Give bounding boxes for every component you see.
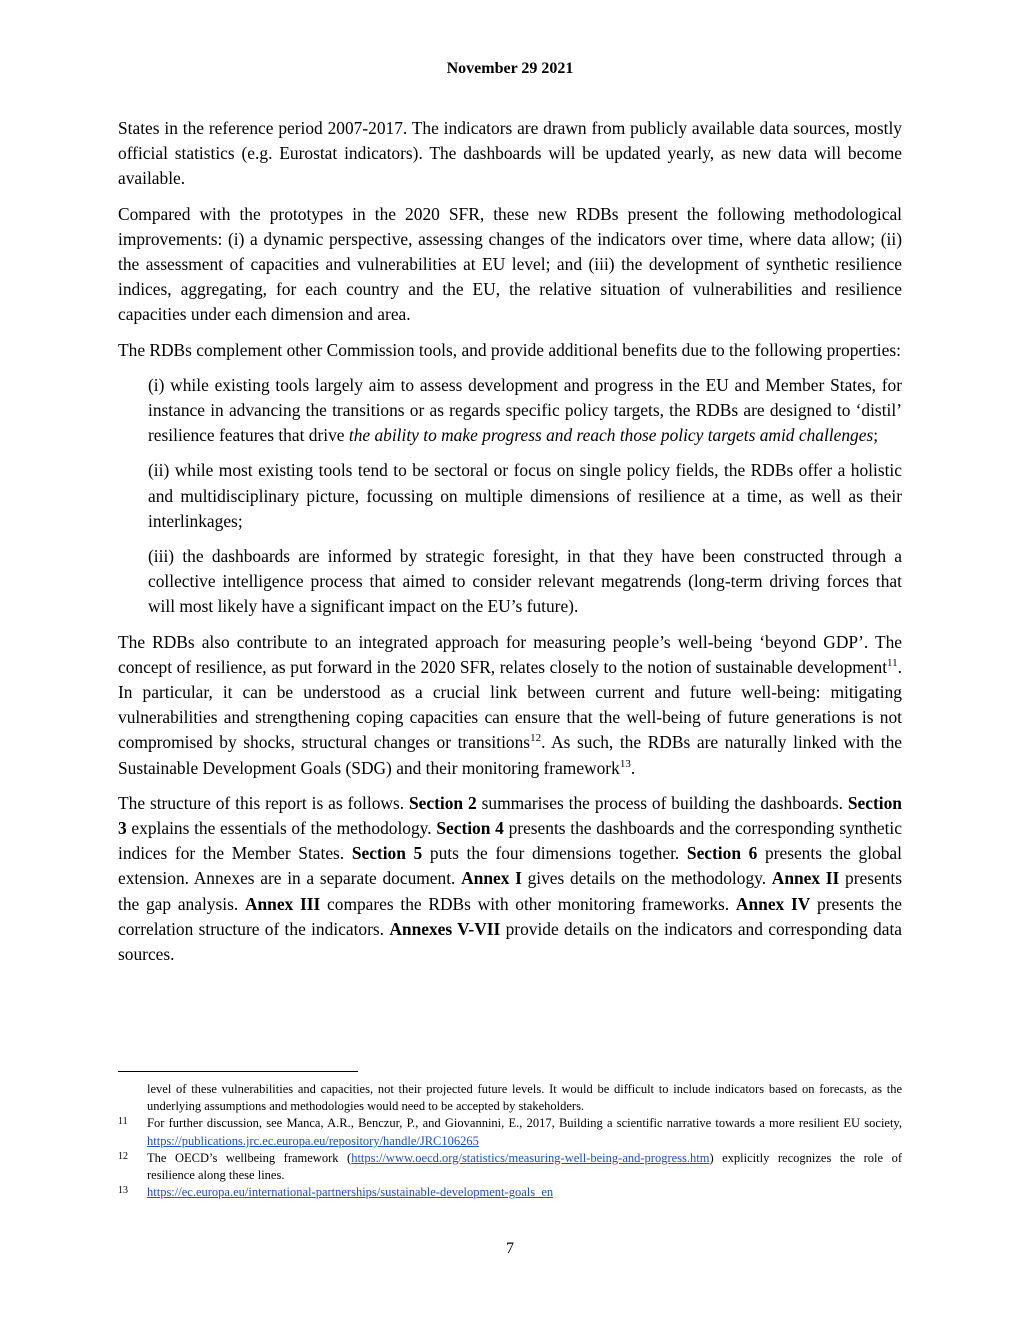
paragraph-text: compares the RDBs with other monitoring frameworks.	[320, 893, 736, 914]
paragraph-text: summarises the process of building the dashboards.	[476, 792, 848, 813]
paragraph-text: . In particular, it can be understood as a crucial link between current and future well-being: mitigating vulnerabilities and strengthening coping capacities can ensure that the well-being of future generations is not compromised by shocks, structural changes or transitions	[118, 656, 902, 753]
paragraph-text: explains the essentials of the methodology.	[126, 818, 437, 839]
footnote-text: The OECD’s wellbeing framework (	[147, 1150, 352, 1165]
footnote-text: For further discussion, see Manca, A.R., Benczur, P., and Giovannini, E., 2017, Building a scientific narrative towards a more resilient EU society,	[147, 1116, 902, 1131]
footnote-12	[118, 1150, 902, 1184]
footnote-link[interactable]: https://www.oecd.org/statistics/measuring-well-being-and-progress.htm	[351, 1150, 710, 1165]
paragraph: States in the reference period 2007-2017. The indicators are drawn from publicly available data sources, mostly official statistics (e.g. Eurostat indicators). The dashboards will be updated yearly, as new data will become available.	[118, 118, 902, 189]
list-item: (iii) the dashboards are informed by strategic foresight, in that they have been constructed through a collective intelligence process that aimed to consider relevant megatrends (long-term driving forces that will most likely have a significant impact on the EU’s future).	[148, 546, 902, 617]
footnote-number: 13	[118, 1185, 128, 1197]
bold-text: Annex IV	[735, 893, 811, 914]
footnotes	[118, 1081, 902, 1201]
paragraph-text: .	[630, 757, 636, 778]
footnote-text: ) explicitly recognizes the role of resilience along these lines.	[147, 1150, 902, 1183]
paragraph-text: presents the dashboards and the corresponding synthetic indices for the Member States.	[118, 818, 902, 864]
paragraph	[118, 630, 902, 781]
footnote-link[interactable]: https://publications.jrc.ec.europa.eu/repository/handle/JRC106265	[147, 1133, 479, 1148]
list-item-text: ;	[873, 425, 879, 446]
paragraph: Compared with the prototypes in the 2020 SFR, these new RDBs present the following methodological improvements: (i) a dynamic perspective, assessing changes of the indicators over time, where data allow; (ii) the assessment of capacities and vulnerabilities at EU level; and (iii) the development of synthetic resilience indices, aggregating, for each country and the EU, the relative situation of vulnerabilities and resilience capacities under each dimension and area.	[118, 203, 902, 325]
paragraph-text: gives details on the methodology.	[521, 868, 772, 889]
footnote-ref[interactable]: 11	[887, 657, 898, 670]
bold-text: Section 2	[408, 792, 477, 813]
footnote-ref[interactable]: 13	[619, 757, 631, 770]
bold-text: Section 5	[351, 843, 423, 864]
footnote-ref[interactable]: 12	[530, 732, 542, 745]
bold-text: Annex III	[244, 893, 321, 914]
paragraph-text: presents the correlation structure of the indicators.	[118, 893, 903, 939]
footnote-11	[118, 1115, 902, 1149]
footnote-13	[118, 1184, 902, 1201]
page-header-date: November 29 2021	[446, 60, 574, 77]
bold-text: Annex I	[461, 868, 522, 889]
list-item-text: (i) while existing tools largely aim to assess development and progress in the EU and Member States, for instance in advancing the transitions or as regards specific policy targets, the RDBs are designed to ‘distil’ resilience features that drive	[148, 374, 902, 446]
paragraph-text: presents the global extension. Annexes are in a separate document.	[118, 843, 902, 889]
bold-text: Annex II	[771, 868, 840, 889]
page-number: 7	[506, 1240, 514, 1257]
bold-text: Section 6	[686, 843, 758, 864]
list-item: (ii) while most existing tools tend to be sectoral or focus on single policy fields, the RDBs offer a holistic and multidisciplinary picture, focussing on multiple dimensions of resilience at a time, as well as their interlinkages;	[148, 460, 902, 531]
paragraph-text: . As such, the RDBs are naturally linked with the Sustainable Development Goals (SDG) and their monitoring framework	[118, 732, 902, 778]
footnote-separator	[118, 1071, 358, 1072]
paragraph-text: puts the four dimensions together.	[422, 843, 687, 864]
paragraph-text: presents the gap analysis.	[118, 868, 902, 914]
paragraph-text: provide details on the indicators and corresponding data sources.	[118, 918, 903, 965]
footnote-number: 12	[118, 1150, 128, 1162]
bold-text: Annexes V-VII	[389, 918, 501, 939]
footnote-link[interactable]: https://ec.europa.eu/international-partnerships/sustainable-development-goals_en	[147, 1185, 554, 1200]
paragraph	[118, 791, 902, 967]
bold-text: Section 4	[436, 818, 504, 839]
paragraph-text: The structure of this report is as follows.	[118, 792, 409, 813]
main-body	[118, 116, 902, 967]
emphasis-text: the ability to make progress and reach those policy targets amid challenges	[348, 425, 874, 446]
paragraph-text: The RDBs also contribute to an integrated approach for measuring people’s well-being ‘beyond GDP’. The concept of resilience, as put forward in the 2020 SFR, relates closely to the notion of sustainable development	[118, 631, 902, 677]
footnote-number: 11	[118, 1116, 128, 1128]
bold-text: Section 3	[118, 792, 902, 839]
footnote-continuation: level of these vulnerabilities and capacities, not their projected future levels. It would be difficult to include indicators based on forecasts, as the underlying assumptions and methodologies would need to be accepted by stakeholders.	[147, 1082, 902, 1114]
paragraph: The RDBs complement other Commission tools, and provide additional benefits due to the following properties:	[118, 339, 901, 360]
list-item	[148, 373, 902, 449]
